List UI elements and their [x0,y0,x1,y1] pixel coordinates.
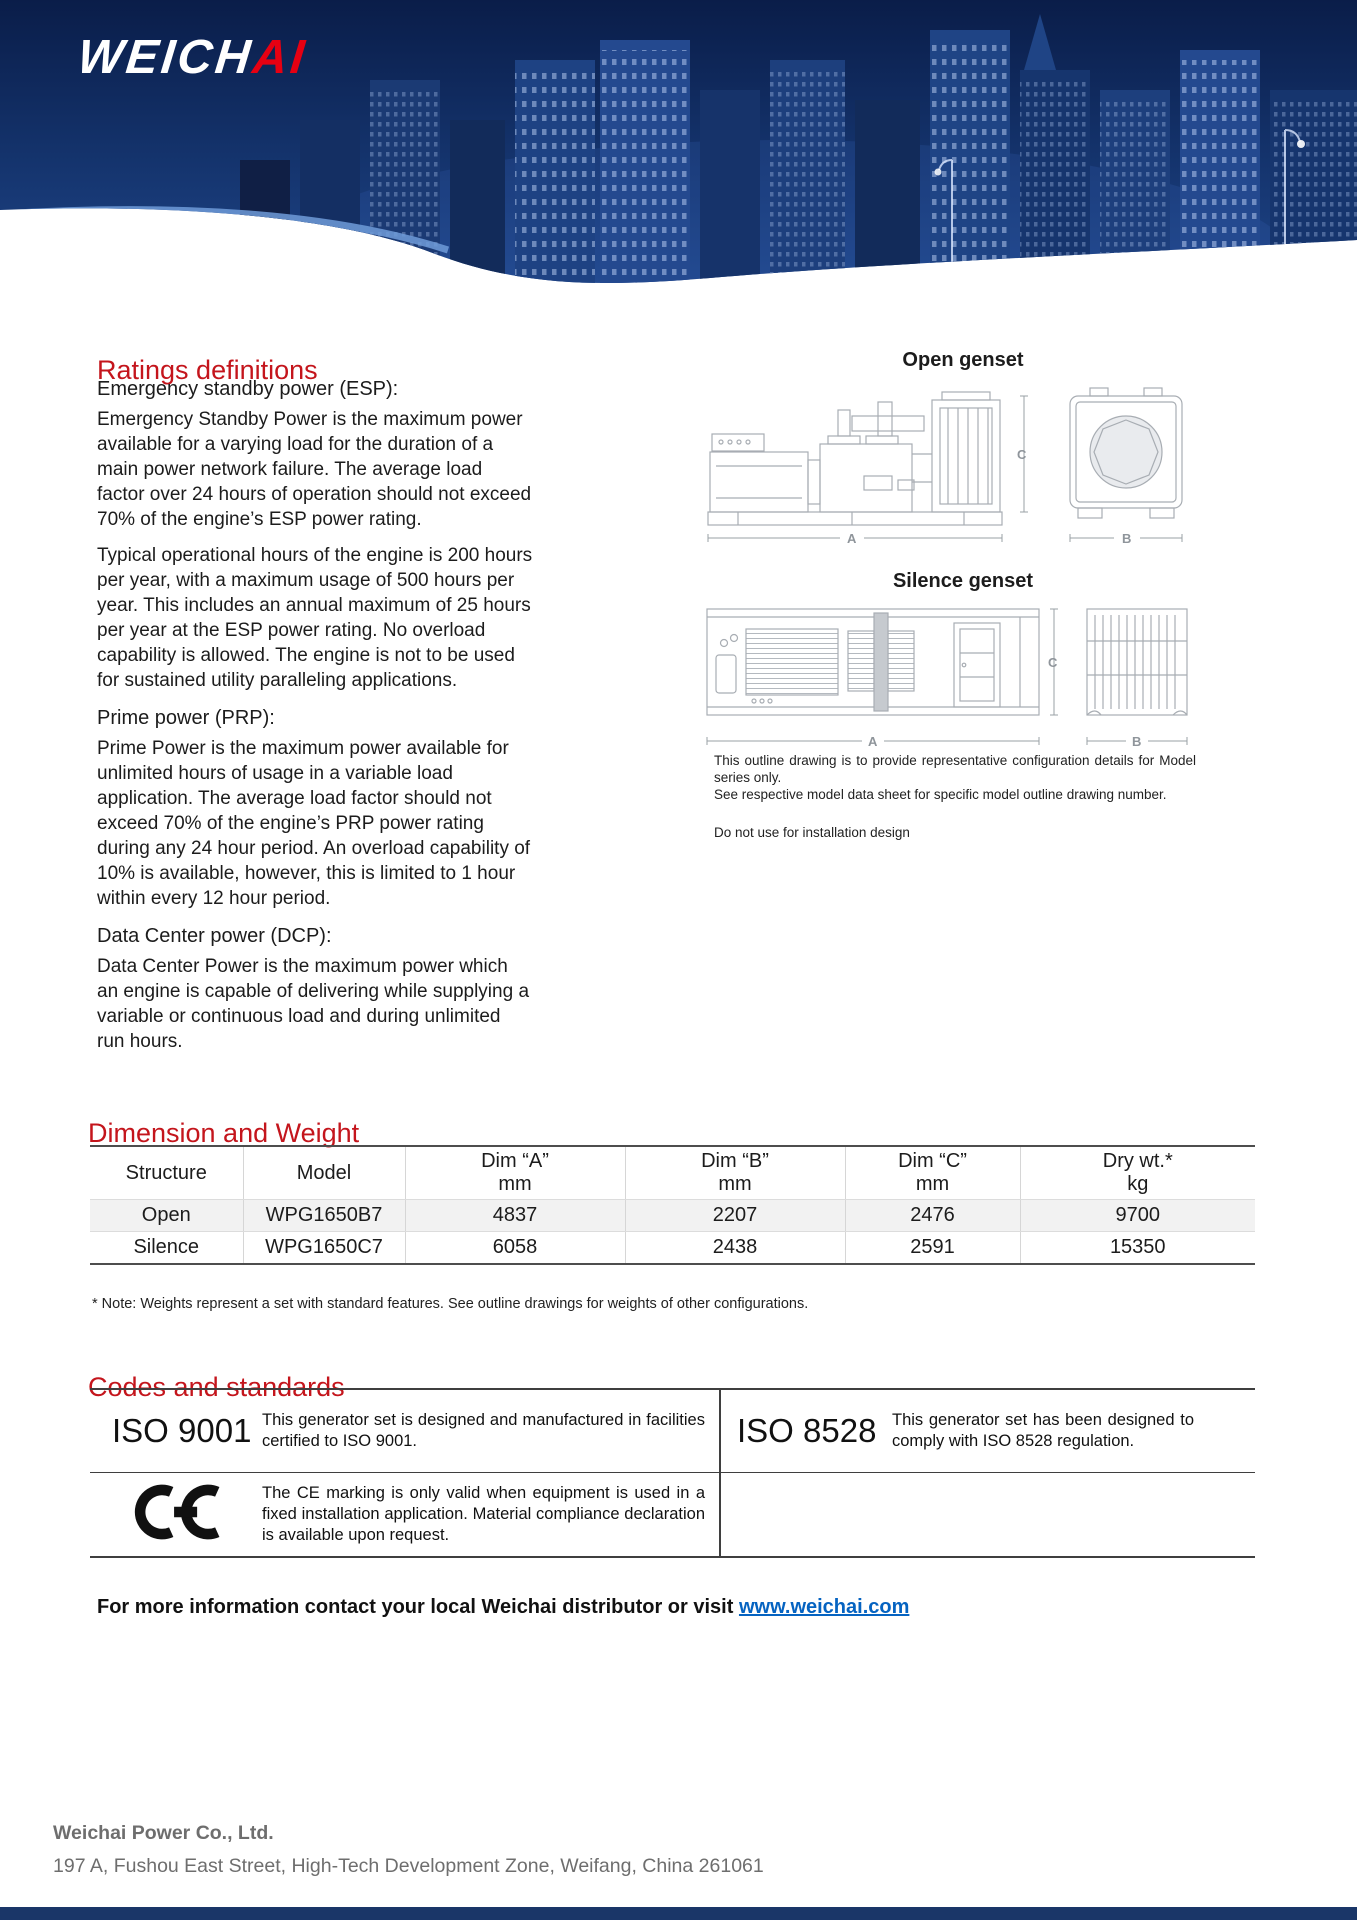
prp-subtitle: Prime power (PRP): [97,707,275,729]
open-genset-drawing [702,382,1192,559]
prp-paragraph: Prime Power is the maximum power available for unlimited hours of usage in a variable load application. The average load factor should not exceed 70% of the engine’s PRP power rating during any 24 hour period. An overload capability of 10% is available, however, this is limited to 1 hour within every 12 hour period. [97,738,531,909]
esp-paragraph-1: Emergency Standby Power is the maximum power available for a varying load for the duration of a main power network failure. The average load factor over 24 hours of operation should not exceed 70% of the engine’s ESP power rating. [97,409,532,530]
cell-dry-wt: 15350 [1020,1232,1255,1265]
open-genset-label: Open genset [902,349,1024,371]
logo-text-red: AI [250,31,310,84]
header-banner [0,0,1357,300]
dcp-paragraph: Data Center Power is the maximum power which an engine is capable of delivering while supplying a variable or continuous load and during unlimited run hours. [97,956,530,1052]
drawing-note [714,752,1196,803]
drawing-note-installation: Do not use for installation design [714,825,910,840]
dimension-weight-title: Dimension and Weight [88,1118,360,1149]
ratings-definitions-body [97,378,533,1065]
col-header-dim-c: Dim “C” mm [845,1146,1020,1200]
iso9001-cell [90,1390,719,1473]
cell-dry-wt: 9700 [1020,1200,1255,1232]
iso9001-text: This generator set is designed and manufactured in facilities certified to ISO 9001. [262,1411,705,1450]
ce-mark-icon [128,1481,262,1548]
dcp-subtitle: Data Center power (DCP): [97,925,332,947]
cell-dim-a: 4837 [405,1200,625,1232]
col-header-dim-b: Dim “B” mm [625,1146,845,1200]
company-address: 197 A, Fushou East Street, High-Tech Development Zone, Weifang, China 261061 [53,1855,764,1877]
cell-structure: Open [90,1200,243,1232]
col-header-dry-wt: Dry wt.* kg [1020,1146,1255,1200]
iso8528-badge: ISO 8528 [737,1412,877,1449]
silence-dim-a-label: A [868,734,878,749]
silence-dim-c-label: C [1048,655,1058,670]
ce-cell [90,1473,719,1556]
drawing-note-line-2: See respective model data sheet for specific model outline drawing number. [714,787,1167,802]
iso8528-cell [719,1390,1255,1473]
contact-line [97,1596,909,1619]
cell-model: WPG1650B7 [243,1200,405,1232]
cell-dim-b: 2207 [625,1200,845,1232]
open-dim-c-label: C [1017,447,1027,462]
col-header-dim-a: Dim “A” mm [405,1146,625,1200]
codes-standards-table [90,1388,1255,1558]
iso9001-badge: ISO 9001 [112,1412,252,1449]
cell-dim-a: 6058 [405,1232,625,1265]
weichai-website-link[interactable]: www.weichai.com [738,1596,910,1618]
cell-model: WPG1650C7 [243,1232,405,1265]
empty-cell [719,1473,1255,1556]
cell-dim-c: 2591 [845,1232,1020,1265]
esp-paragraph-2: Typical operational hours of the engine is 200 hours per year, with a maximum usage of 500 hours per year. This includes an annual maximum of 25 hours per year at the ESP power rating. No overload capability is allowed. The engine is not to be used for sustained utility paralleling applications. [97,545,533,691]
col-header-model: Model [243,1146,405,1200]
esp-subtitle: Emergency standby power (ESP): [97,378,399,400]
cell-structure: Silence [90,1232,243,1265]
table-header-row [90,1146,1255,1200]
iso8528-text: This generator set has been designed to comply with ISO 8528 regulation. [892,1411,1194,1450]
table-row [90,1232,1255,1265]
open-dim-a-label: A [847,531,857,546]
codes-standards-title: Codes and standards [88,1372,345,1403]
col-header-structure: Structure [90,1146,243,1200]
drawing-note-line-1: This outline drawing is to provide representative configuration details for Model series only. [714,753,1196,785]
silence-genset-drawing [702,601,1192,756]
table-row [90,1200,1255,1232]
company-name: Weichai Power Co., Ltd. [53,1822,274,1844]
open-dim-b-label: B [1122,531,1132,546]
logo-text-white: WEICH [75,31,256,84]
silence-genset-label: Silence genset [892,570,1034,592]
ratings-definitions-title: Ratings definitions [97,355,318,386]
cell-dim-b: 2438 [625,1232,845,1265]
silence-dim-b-label: B [1132,734,1142,749]
contact-text: For more information contact your local Weichai distributor or visit [97,1596,739,1618]
weight-note: * Note: Weights represent a set with standard features. See outline drawings for weights of other configurations. [92,1296,809,1312]
ce-text: The CE marking is only valid when equipment is used in a fixed installation application. Material compliance declaration is available upon request. [262,1484,705,1544]
weichai-logo [75,30,310,85]
cell-dim-c: 2476 [845,1200,1020,1232]
footer-bar [0,1907,1357,1920]
dimension-weight-table [90,1145,1255,1265]
